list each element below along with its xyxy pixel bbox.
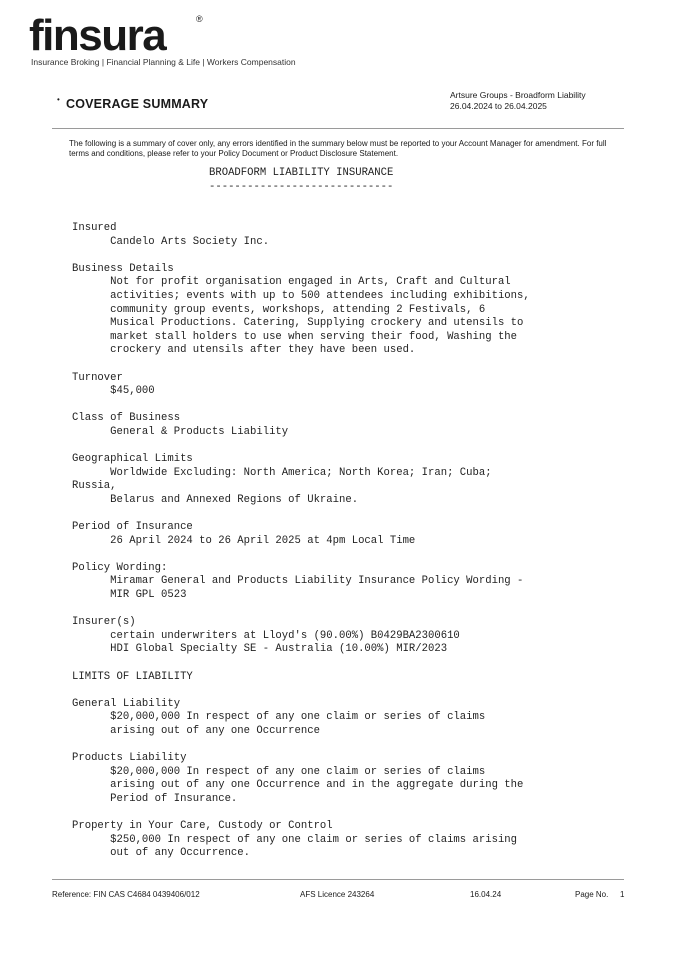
policy-period: 26.04.2024 to 26.04.2025 — [450, 101, 547, 111]
title-bullet: • — [57, 95, 60, 104]
policy-name: Artsure Groups - Broadform Liability — [450, 90, 586, 100]
finsura-logo: finsura — [29, 11, 166, 60]
footer-divider — [52, 879, 624, 880]
footer-reference: Reference: FIN CAS C4684 0439406/012 — [52, 890, 200, 899]
policy-header-info — [450, 90, 586, 112]
page-title: COVERAGE SUMMARY — [66, 97, 209, 111]
intro-disclaimer: The following is a summary of cover only, any errors identified in the summary below must be reported to your Account Manager for amendment. For full terms and conditions, please refer to your Policy Document or Product Disclosure Statement. — [69, 139, 607, 158]
footer-afs-licence: AFS Licence 243264 — [300, 890, 375, 899]
document-heading: BROADFORM LIABILITY INSURANCE — [209, 167, 394, 179]
coverage-details-text: Insured Candelo Arts Society Inc. Business Details Not for profit organisation engaged in Arts, Craft and Cultural activities; events with up to 500 attendees including exhibitions, community group events, workshops, attending 2 Festivals, 6 Musical Productions. Catering, Supplying crockery and utensils to market stall holders to use when serving their food, Washing the crockery and utensils after they have been used. Turnover $45,000 Class of Business General & Products Liability Geographical Limits Worldwide Excluding: North America; North Korea; Iran; Cuba; Russia, Belarus and Annexed Regions of Ukraine. Period of Insurance 26 April 2024 to 26 April 2025 at 4pm Local Time Policy Wording: Miramar General and Products Liability Insurance Policy Wording - MIR GPL 0523 Insurer(s) certain underwriters at Lloyd's (90.00%) B0429BA2300610 HDI Global Specialty SE - Australia (10.00%) MIR/2023 LIMITS OF LIABILITY General Liability $20,000,000 In respect of any one claim or series of claims arising out of any one Occurrence Products Liability $20,000,000 In respect of any one claim or series of claims arising out of any one Occurrence and in the aggregate during the Period of Insurance. Property in Your Care, Custody or Control $250,000 In respect of any one claim or series of claims arising out of any Occurrence. — [72, 222, 530, 860]
brand-tagline: Insurance Broking | Financial Planning & Life | Workers Compensation — [31, 57, 296, 67]
footer-date: 16.04.24 — [470, 890, 502, 899]
registered-mark: ® — [196, 14, 203, 24]
document-heading-underline: ----------------------------- — [209, 181, 394, 193]
footer-page-number: 1 — [620, 890, 625, 899]
header-divider — [52, 128, 624, 129]
footer-page-label: Page No. — [575, 890, 609, 899]
